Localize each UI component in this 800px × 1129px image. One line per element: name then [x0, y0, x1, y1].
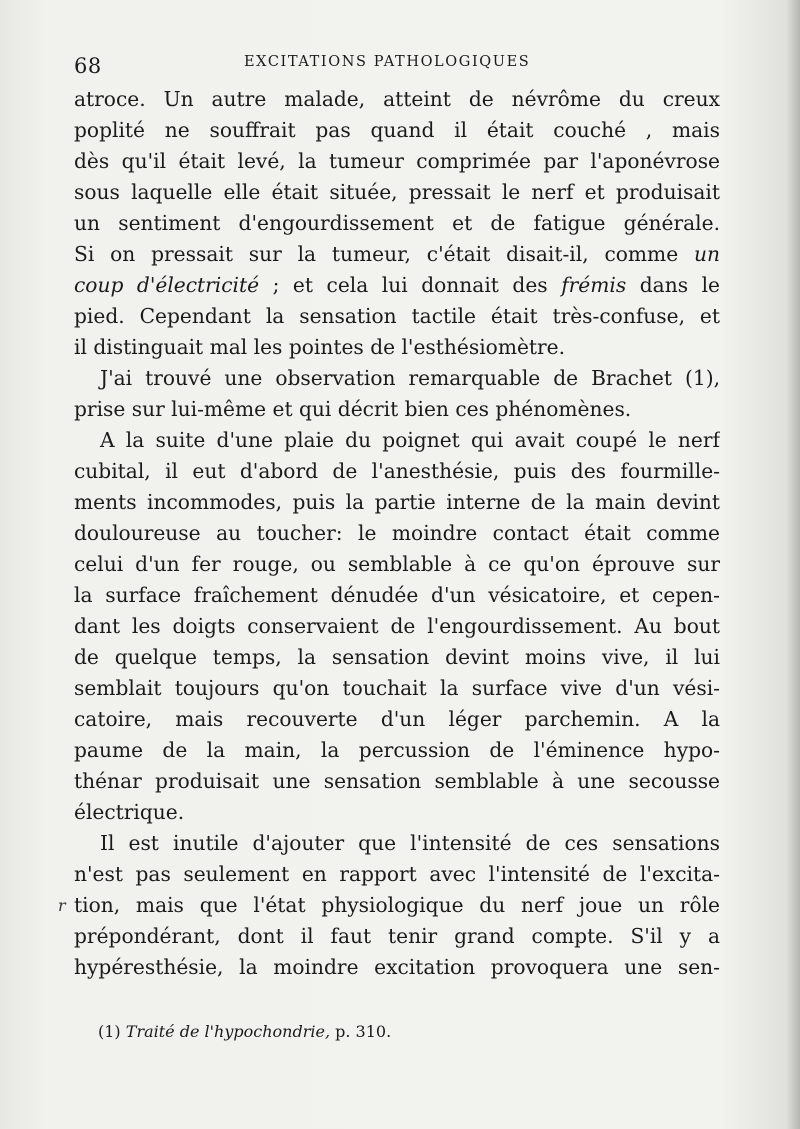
text-line: hypéresthésie, la moindre excitation provoquera une sen-: [74, 955, 720, 979]
footnote-title: Traité de l'hypochondrie,: [125, 1022, 331, 1041]
italic-segment: un: [693, 242, 720, 266]
text-line: catoire, mais recouverte d'un léger parchemin. A la: [74, 707, 720, 731]
text-line: thénar produisait une sensation semblable à une secousse: [74, 769, 720, 793]
text-line: la surface fraîchement dénudée d'un vésicatoire, et cepen-: [74, 583, 720, 607]
text-line: celui d'un fer rouge, ou semblable à ce qu'on éprouve sur: [74, 552, 720, 576]
text-line: un sentiment d'engourdissement et de fatigue générale.: [74, 211, 720, 235]
italic-segment: coup d'électricité: [74, 273, 260, 297]
text-line: Il est inutile d'ajouter que l'intensité de ces sensations: [100, 831, 720, 855]
text-line: [74, 270, 720, 301]
text-line: paume de la main, la percussion de l'éminence hypo-: [74, 738, 720, 762]
text-line: semblait toujours qu'on touchait la surface vive d'un vési-: [74, 676, 720, 700]
body-text: [74, 84, 720, 983]
page-header: [74, 50, 724, 80]
text-line: ments incommodes, puis la partie interne de la main devint: [74, 490, 720, 514]
running-head: EXCITATIONS PATHOLOGIQUES: [244, 54, 531, 70]
text-line: cubital, il eut d'abord de l'anesthésie, puis des fourmille-: [74, 459, 720, 483]
text-line: dant les doigts conservaient de l'engourdissement. Au bout: [74, 614, 720, 638]
footnote-page: p. 310.: [335, 1022, 392, 1041]
footnote: [98, 1022, 698, 1041]
text-line: prise sur lui-même et qui décrit bien ces phénomènes.: [74, 397, 632, 421]
text-line: poplité ne souffrait pas quand il était couché , mais: [74, 118, 720, 142]
margin-mark: r: [58, 896, 66, 915]
text-line: J'ai trouvé une observation remarquable de Brachet (1),: [100, 366, 720, 390]
text-line: n'est pas seulement en rapport avec l'intensité de l'excita-: [74, 862, 720, 886]
text-line: A la suite d'une plaie du poignet qui avait coupé le nerf: [100, 428, 720, 452]
text-line: de quelque temps, la sensation devint moins vive, il lui: [74, 645, 720, 669]
text-segment: Si on pressait sur la tumeur, c'était disait-il, comme: [74, 242, 679, 266]
text-line: électrique.: [74, 800, 185, 824]
text-line: douloureuse au toucher: le moindre contact était comme: [74, 521, 720, 545]
footnote-marker: (1): [98, 1022, 121, 1041]
text-line: [74, 239, 720, 270]
text-line: dès qu'il était levé, la tumeur comprimée par l'aponévrose: [74, 149, 720, 173]
text-segment: dans le: [639, 273, 720, 297]
text-line: atroce. Un autre malade, atteint de névrôme du creux: [74, 87, 720, 111]
text-line: il distinguait mal les pointes de l'esthésiomètre.: [74, 335, 566, 359]
page-edge-shadow: [786, 0, 800, 1129]
text-segment: ; et cela lui donnait des: [272, 273, 548, 297]
page-number: 68: [74, 54, 102, 78]
text-line: sous laquelle elle était située, pressait le nerf et produisait: [74, 180, 720, 204]
italic-segment: frémis: [561, 273, 627, 297]
text-line: prépondérant, dont il faut tenir grand compte. S'il y a: [74, 924, 720, 948]
text-line: pied. Cependant la sensation tactile était très-confuse, et: [74, 304, 720, 328]
text-line: tion, mais que l'état physiologique du nerf joue un rôle: [74, 893, 720, 917]
